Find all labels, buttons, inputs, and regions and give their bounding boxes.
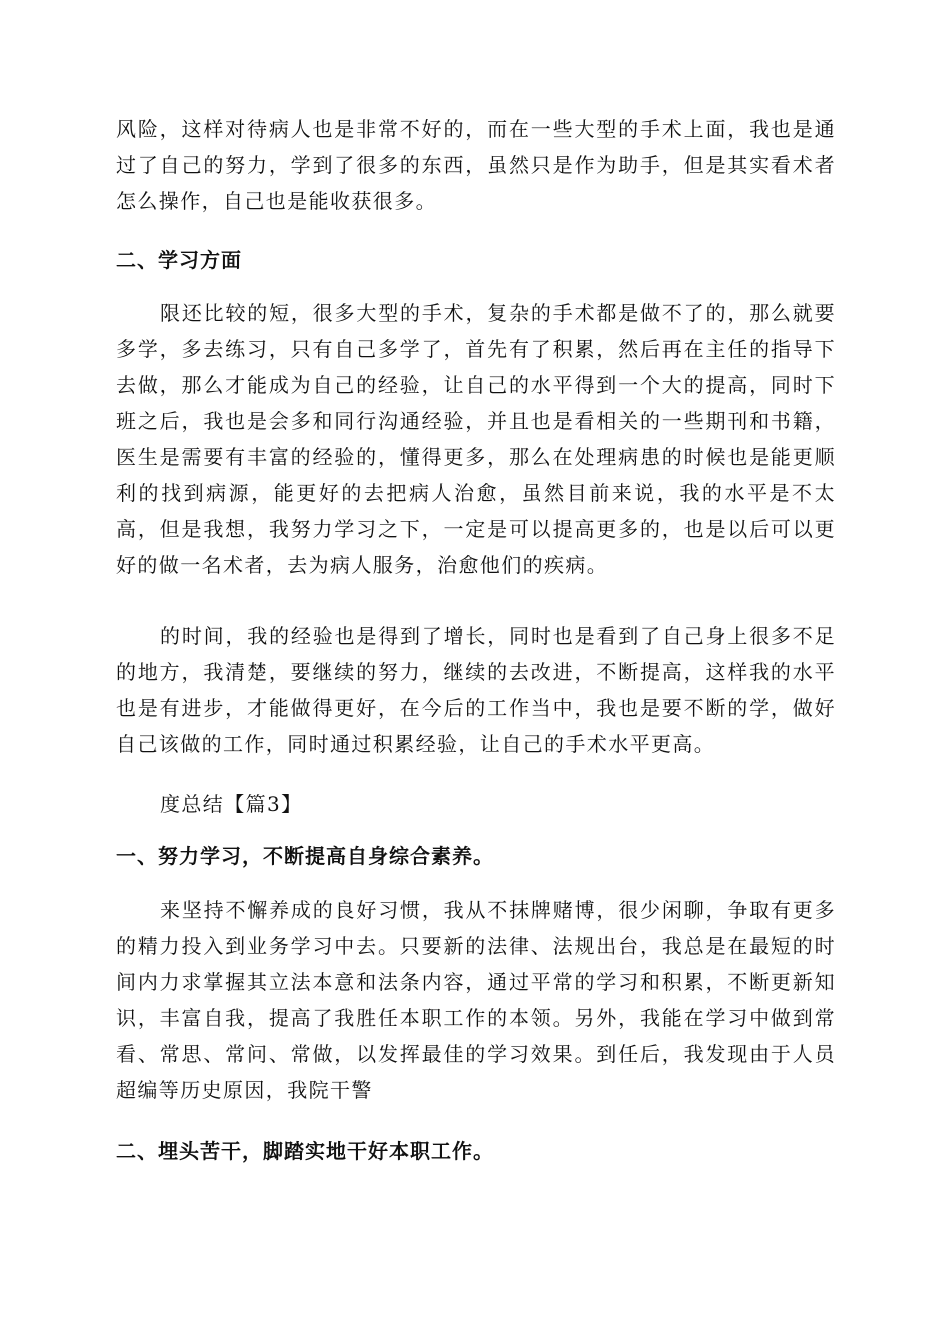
heading-study: 二、学习方面	[116, 248, 242, 272]
section-subtitle: 度总结【篇3】	[160, 792, 303, 816]
heading-work: 二、埋头苦干，脚踏实地干好本职工作。	[116, 1139, 494, 1163]
paragraph-risk: 风险，这样对待病人也是非常不好的，而在一些大型的手术上面，我也是通过了自己的努力，学到了很多的东西，虽然只是作为助手，但是其实看术者怎么操作，自己也是能收获很多。	[116, 117, 836, 213]
heading-learning: 一、努力学习，不断提高自身综合素养。	[116, 844, 494, 868]
paragraph-learning: 来坚持不懈养成的良好习惯，我从不抹牌赌博，很少闲聊，争取有更多的精力投入到业务学习中去。只要新的法律、法规出台，我总是在最短的时间内力求掌握其立法本意和法条内容，通过平常的学习和积累，不断更新知识，丰富自我，提高了我胜任本职工作的本领。另外，我能在学习中做到常看、常思、常问、常做，以发挥最佳的学习效果。到任后，我发现由于人员超编等历史原因，我院干警	[116, 898, 836, 1102]
paragraph-study: 限还比较的短，很多大型的手术，复杂的手术都是做不了的，那么就要多学，多去练习，只有自己多学了，首先有了积累，然后再在主任的指导下去做，那么才能成为自己的经验，让自己的水平得到一个大的提高，同时下班之后，我也是会多和同行沟通经验，并且也是看相关的一些期刊和书籍，医生是需要有丰富的经验的，懂得更多，那么在处理病患的时候也是能更顺利的找到病源，能更好的去把病人治愈，虽然目前来说，我的水平是不太高，但是我想，我努力学习之下，一定是可以提高更多的，也是以后可以更好的做一名术者，去为病人服务，治愈他们的疾病。	[116, 301, 836, 577]
paragraph-experience: 的时间，我的经验也是得到了增长，同时也是看到了自己身上很多不足的地方，我清楚，要继续的努力，继续的去改进，不断提高，这样我的水平也是有进步，才能做得更好，在今后的工作当中，我也是要不断的学，做好自己该做的工作，同时通过积累经验，让自己的手术水平更高。	[116, 624, 836, 756]
